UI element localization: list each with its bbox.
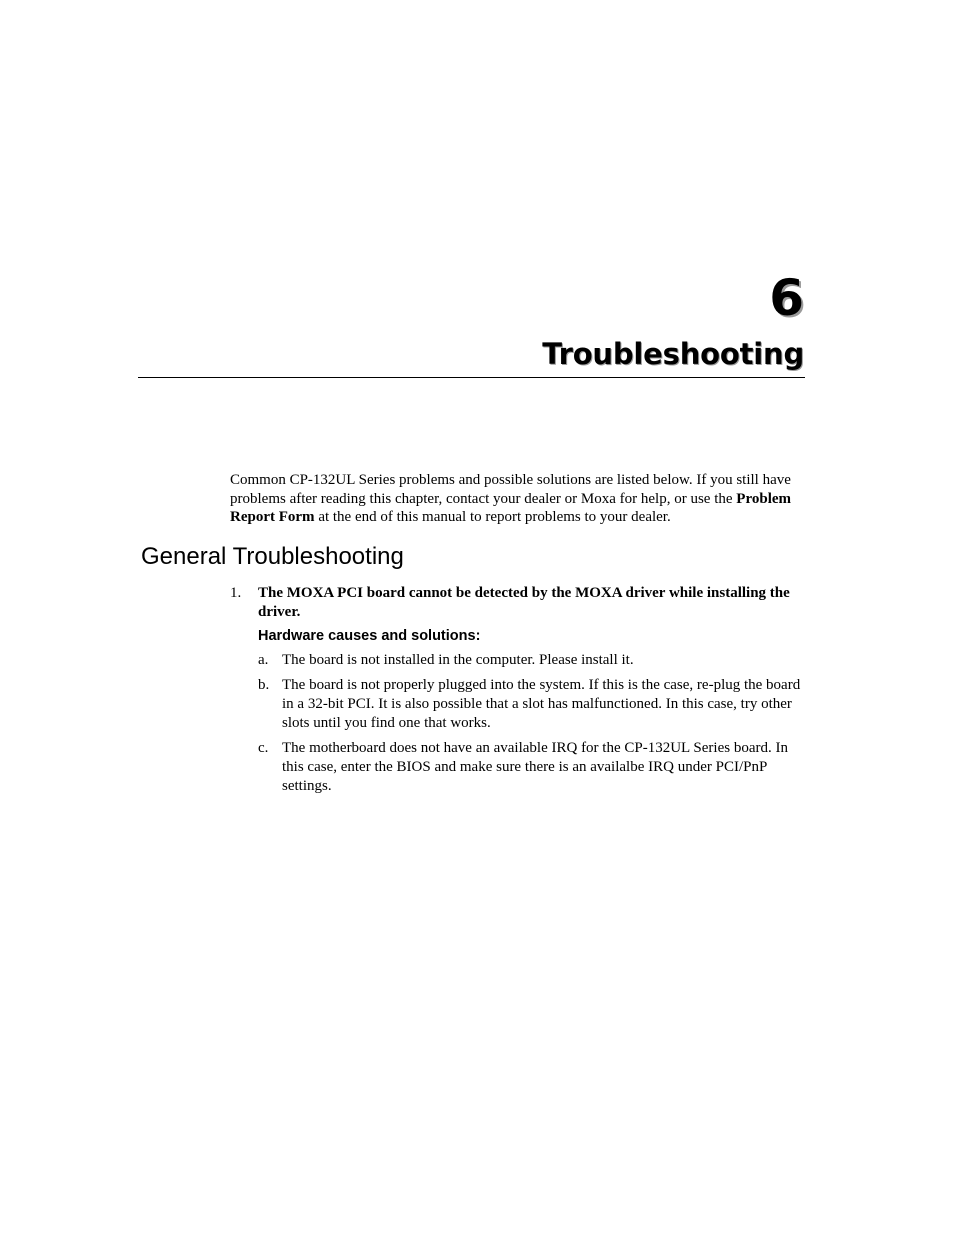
solution-letter: b.: [258, 677, 270, 693]
solution-item: [258, 739, 808, 796]
list-item-number: 1.: [230, 585, 242, 601]
intro-text-before: Common CP-132UL Series problems and possible solutions are listed below. If you still have problems after reading this chapter, contact your dealer or Moxa for help, or use the: [230, 472, 791, 507]
solution-letter: c.: [258, 740, 269, 756]
solution-text: The board is not properly plugged into the system. If this is the case, re-plug the board in a 32-bit PCI. It is also possible that a slot has malfunctioned. In this case, try other slots until you find one that works.: [282, 677, 801, 731]
chapter-number: 6: [769, 269, 804, 327]
solutions-list: [258, 651, 808, 802]
solution-item: [258, 651, 808, 670]
solution-letter: a.: [258, 652, 269, 668]
hardware-causes-subheading: Hardware causes and solutions:: [258, 628, 481, 644]
solution-text: The motherboard does not have an available IRQ for the CP-132UL Series board. In this case, enter the BIOS and make sure there is an availalbe IRQ under PCI/PnP settings.: [282, 740, 788, 794]
intro-paragraph: [230, 471, 810, 527]
list-item-text: The MOXA PCI board cannot be detected by the MOXA driver while installing the driver.: [258, 585, 790, 620]
solution-text: The board is not installed in the computer. Please install it.: [282, 652, 634, 668]
chapter-title: Troubleshooting: [542, 337, 804, 371]
solution-item: [258, 676, 808, 733]
list-item: [230, 584, 805, 621]
intro-text-after: at the end of this manual to report problems to your dealer.: [314, 509, 671, 525]
section-heading: General Troubleshooting: [141, 543, 404, 570]
chapter-divider: [138, 377, 805, 378]
problem-report-form-reference: Problem Report Form: [230, 490, 792, 525]
